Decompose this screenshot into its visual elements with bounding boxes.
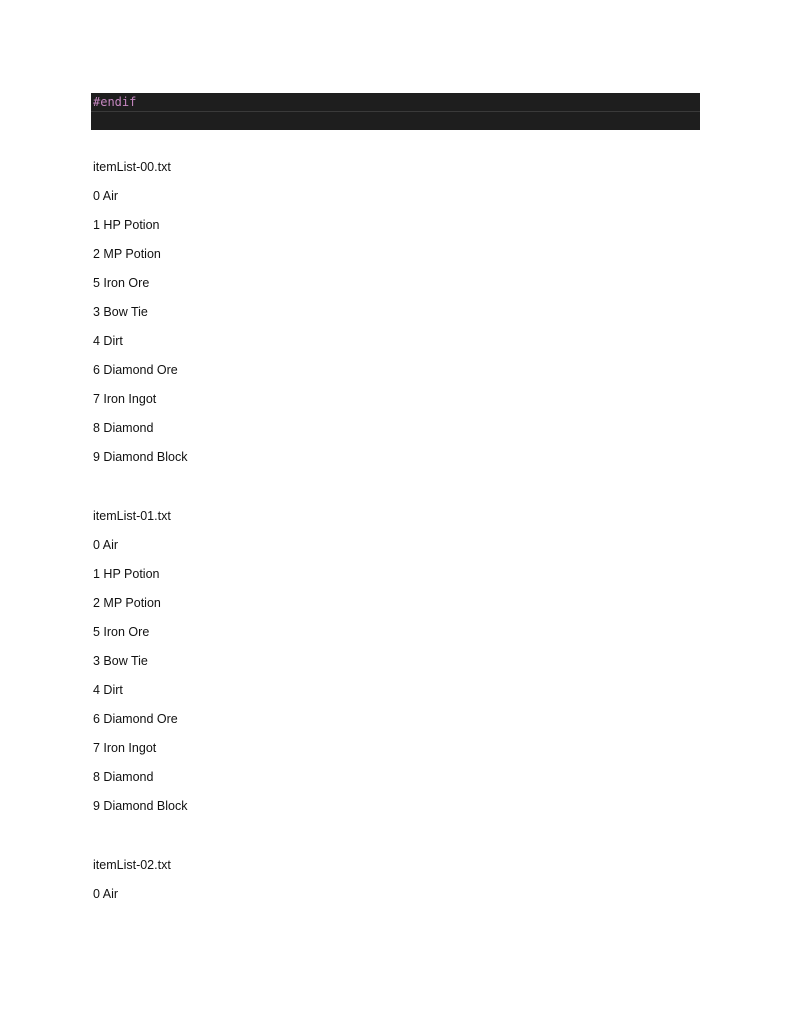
list-item: 2 MP Potion <box>93 247 161 261</box>
item-list-section-01 <box>93 509 188 828</box>
list-item: 1 HP Potion <box>93 567 160 581</box>
list-item: 3 Bow Tie <box>93 654 148 668</box>
list-item: 8 Diamond <box>93 421 154 435</box>
list-item: 9 Diamond Block <box>93 799 188 813</box>
file-heading: itemList-01.txt <box>93 509 171 523</box>
file-heading: itemList-00.txt <box>93 160 171 174</box>
list-item: 5 Iron Ore <box>93 625 150 639</box>
item-list-section-00 <box>93 160 188 479</box>
list-item: 1 HP Potion <box>93 218 160 232</box>
list-item: 9 Diamond Block <box>93 450 188 464</box>
list-item: 7 Iron Ingot <box>93 392 157 406</box>
list-item: 8 Diamond <box>93 770 154 784</box>
item-list-section-02 <box>93 858 171 916</box>
list-item: 0 Air <box>93 538 119 552</box>
list-item: 7 Iron Ingot <box>93 741 157 755</box>
list-item: 0 Air <box>93 189 119 203</box>
list-item: 5 Iron Ore <box>93 276 150 290</box>
file-heading: itemList-02.txt <box>93 858 171 872</box>
list-item: 6 Diamond Ore <box>93 712 178 726</box>
code-block <box>91 93 700 130</box>
list-item: 4 Dirt <box>93 683 123 697</box>
list-item: 6 Diamond Ore <box>93 363 178 377</box>
list-item: 0 Air <box>93 887 119 901</box>
list-item: 2 MP Potion <box>93 596 161 610</box>
list-item: 4 Dirt <box>93 334 123 348</box>
code-text: #endif <box>93 95 137 109</box>
list-item: 3 Bow Tie <box>93 305 148 319</box>
code-line <box>91 93 700 112</box>
